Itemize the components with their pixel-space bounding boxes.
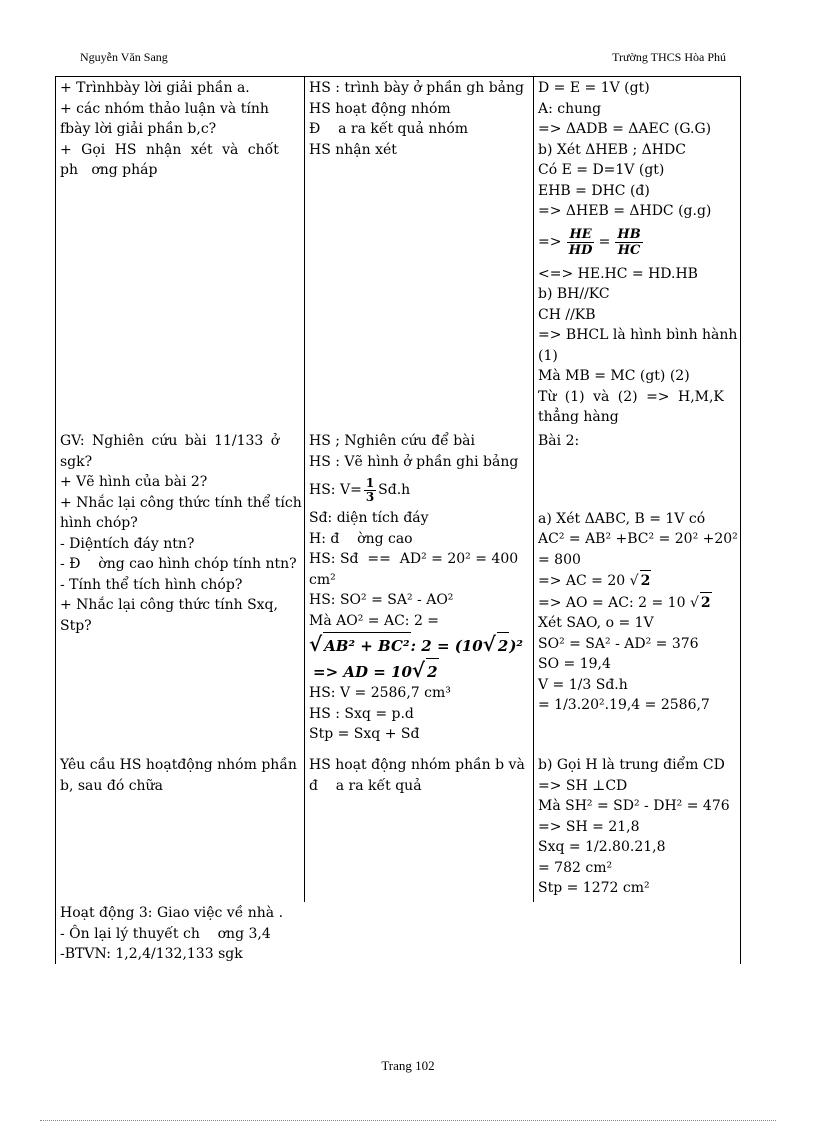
text-line: CH //KB xyxy=(538,306,596,323)
text-line: HS : trình bày ở phần gh bảng xyxy=(309,80,524,96)
row4-homework xyxy=(60,903,300,965)
text-line: + Nhắc lại công thức tính thể tích xyxy=(60,494,302,511)
math-line xyxy=(538,592,738,614)
text-line: => SH = 21,8 xyxy=(538,818,640,835)
text-line: H: đ ờng cao xyxy=(309,530,413,547)
text-line: b, sau đó chữa xyxy=(60,777,163,794)
text-line: Mà SH² = SD² - DH² = 476 xyxy=(538,798,730,814)
text-line: D = E = 1V (gt) xyxy=(538,80,650,96)
text-line: fbày lời giải phần b,c? xyxy=(60,121,217,137)
formula-part: : 2 = (10 xyxy=(410,637,483,655)
row3-student xyxy=(309,755,531,796)
math-line xyxy=(538,570,738,592)
fraction-denominator: HC xyxy=(617,243,641,258)
text-line: a) Xét ΔABC, B = 1V có xyxy=(538,510,706,527)
text-line: Stp = Sxq + Sđ xyxy=(309,726,420,742)
table-right-border xyxy=(740,76,741,964)
sqrt-symbol: √ xyxy=(411,658,426,682)
radicand: 2 xyxy=(640,570,652,592)
text-line: - Tính thể tích hình chóp? xyxy=(60,576,243,593)
text-line: Sđ: diện tích đáy xyxy=(309,510,429,526)
text-line: Có E = D=1V (gt) xyxy=(538,162,665,178)
column-divider-1 xyxy=(304,76,305,902)
text-line: HS: SO² = SA² - AO² xyxy=(309,592,454,608)
text-line: => BHCL là hình bình hành xyxy=(538,327,738,343)
text-line: = 1/3.20².19,4 = 2586,7 xyxy=(538,697,710,713)
text-line: Stp? xyxy=(60,617,92,634)
text-line: b) BH//KC xyxy=(538,286,610,302)
text-line: + Gọi HS nhận xét và chốt xyxy=(60,141,279,158)
text-line: Stp = 1272 cm² xyxy=(538,880,650,896)
formula-suffix: Sđ.h xyxy=(378,481,411,498)
fraction-numerator: HB xyxy=(617,227,641,242)
text-line: + Nhắc lại công thức tính Sxq, xyxy=(60,597,278,613)
text-line: (1) xyxy=(538,347,558,364)
text-line: => ΔADB = ΔAEC (G.G) xyxy=(538,121,712,137)
spacer xyxy=(538,452,738,493)
math-formula-ao xyxy=(309,631,531,657)
ratio-line xyxy=(538,222,738,264)
text-line: b) Gọi H là trung điểm CD xyxy=(538,757,725,773)
fraction-numerator: 1 xyxy=(365,475,375,490)
header-author: Nguyễn Văn Sang xyxy=(80,50,168,64)
text-line: = 782 cm² xyxy=(538,859,613,876)
text-line: SO = 19,4 xyxy=(538,656,611,672)
fraction-denominator: HD xyxy=(568,243,593,258)
text-line: HS : Sxq = p.d xyxy=(309,705,414,722)
volume-formula xyxy=(309,472,531,508)
text-line: HS nhận xét xyxy=(309,141,397,158)
text-line: GV: Nghiên cứu bài 11/133 ở xyxy=(60,433,280,449)
row2-teacher xyxy=(60,431,300,636)
text-line: thẳng hàng xyxy=(538,409,619,425)
math-formula-ad xyxy=(309,657,531,683)
text-line: + Trìnhbày lời giải phần a. xyxy=(60,80,250,96)
row3-teacher xyxy=(60,755,300,796)
radicand: 2 xyxy=(426,658,438,685)
radicand: 2 xyxy=(700,592,712,614)
text-line: hình chóp? xyxy=(60,515,138,531)
sqrt-symbol: √ xyxy=(482,632,496,656)
table-top-border xyxy=(55,76,741,77)
formula-prefix: HS: V= xyxy=(309,481,362,498)
page-bottom-divider xyxy=(40,1120,776,1121)
text-line: Mà MB = MC (gt) (2) xyxy=(538,368,690,384)
text-line: + Vẽ hình của bài 2? xyxy=(60,474,208,490)
text-line: đ a ra kết quả xyxy=(309,777,422,794)
text-line: Mà AO² = AC: 2 = xyxy=(309,612,440,629)
text-line: Yêu cầu HS hoạtđộng nhóm phần xyxy=(60,757,297,773)
text-line: => ΔHEB = ΔHDC (g.g) xyxy=(538,203,712,219)
text-line: ph ơng pháp xyxy=(60,162,158,178)
text-line: - Đ ờng cao hình chóp tính ntn? xyxy=(60,556,297,572)
formula-part: )² xyxy=(509,637,523,655)
text-line: - Diệntích đáy ntn? xyxy=(60,535,195,552)
column-divider-2 xyxy=(533,76,534,902)
sqrt-symbol: √ xyxy=(689,594,699,611)
text-line: HS : Vẽ hình ở phần ghi bảng xyxy=(309,453,519,470)
formula-part: => AC = 20 xyxy=(538,573,626,589)
radicand: 2 xyxy=(497,632,509,659)
page-number: Trang 102 xyxy=(381,1058,435,1073)
text-line xyxy=(60,99,300,120)
text-line: Từ (1) và (2) => H,M,K xyxy=(538,388,724,405)
formula-part: => AD = 10 xyxy=(313,663,412,681)
text-line: = 800 xyxy=(538,551,581,568)
text-line: Sxq = 1/2.80.21,8 xyxy=(538,839,666,855)
spacer xyxy=(538,493,738,509)
text-line: HS hoạt động nhóm xyxy=(309,100,451,117)
text-line: <=> HE.HC = HD.HB xyxy=(538,265,698,282)
text-line: Hoạt động 3: Giao việc về nhà . xyxy=(60,905,284,921)
fraction-numerator: HE xyxy=(569,227,592,242)
formula-part: => AO = AC: 2 = 10 xyxy=(538,594,686,611)
text-line: HS: Sđ == AD² = 20² = 400 xyxy=(309,551,519,567)
text-line: HS: V = 2586,7 cm³ xyxy=(309,685,451,701)
radicand: AB² + BC² xyxy=(323,632,410,659)
row1-board xyxy=(538,78,738,428)
text-line: A: chung xyxy=(538,100,602,117)
text-line: -BTVN: 1,2,4/132,133 sgk xyxy=(60,946,243,962)
text-line: Đ a ra kết quả nhóm xyxy=(309,121,469,137)
row2-student xyxy=(309,431,531,745)
ratio-prefix: => xyxy=(538,234,562,251)
text-line: SO² = SA² - AD² = 376 xyxy=(538,635,699,652)
text-line: HS hoạt động nhóm phần b và xyxy=(309,757,525,773)
fraction-denominator: 3 xyxy=(365,489,375,504)
row1-teacher xyxy=(60,78,300,181)
text-line: AC² = AB² +BC² = 20² +20² xyxy=(538,531,738,547)
header-school: Trường THCS Hòa Phú xyxy=(612,50,726,64)
fraction-hb-hc xyxy=(615,227,642,258)
fraction-one-third xyxy=(364,477,376,504)
text-line: Bài 2: xyxy=(538,433,580,449)
row2-board xyxy=(538,431,738,716)
text-line: Xét SAO, o = 1V xyxy=(538,615,654,631)
text-line: sgk? xyxy=(60,453,93,470)
row1-student xyxy=(309,78,531,160)
sqrt-symbol: √ xyxy=(629,573,639,589)
text-line: b) Xét ΔHEB ; ΔHDC xyxy=(538,141,686,158)
text-line: EHB = DHC (đ) xyxy=(538,182,650,199)
text-segment: + các nhóm thảo luận và tính xyxy=(60,100,269,117)
text-line: V = 1/3 Sđ.h xyxy=(538,676,628,693)
text-line: => SH ⊥CD xyxy=(538,777,628,794)
ratio-equals: = xyxy=(598,234,611,251)
text-line: HS ; Nghiên cứu để bài xyxy=(309,433,476,449)
fraction-he-hd xyxy=(567,227,593,258)
sqrt-symbol: √ xyxy=(309,632,323,656)
table-left-border xyxy=(55,76,56,964)
text-line: - Ôn lại lý thuyết ch ơng 3,4 xyxy=(60,925,271,942)
row3-board xyxy=(538,755,738,899)
text-line: cm² xyxy=(309,571,336,588)
